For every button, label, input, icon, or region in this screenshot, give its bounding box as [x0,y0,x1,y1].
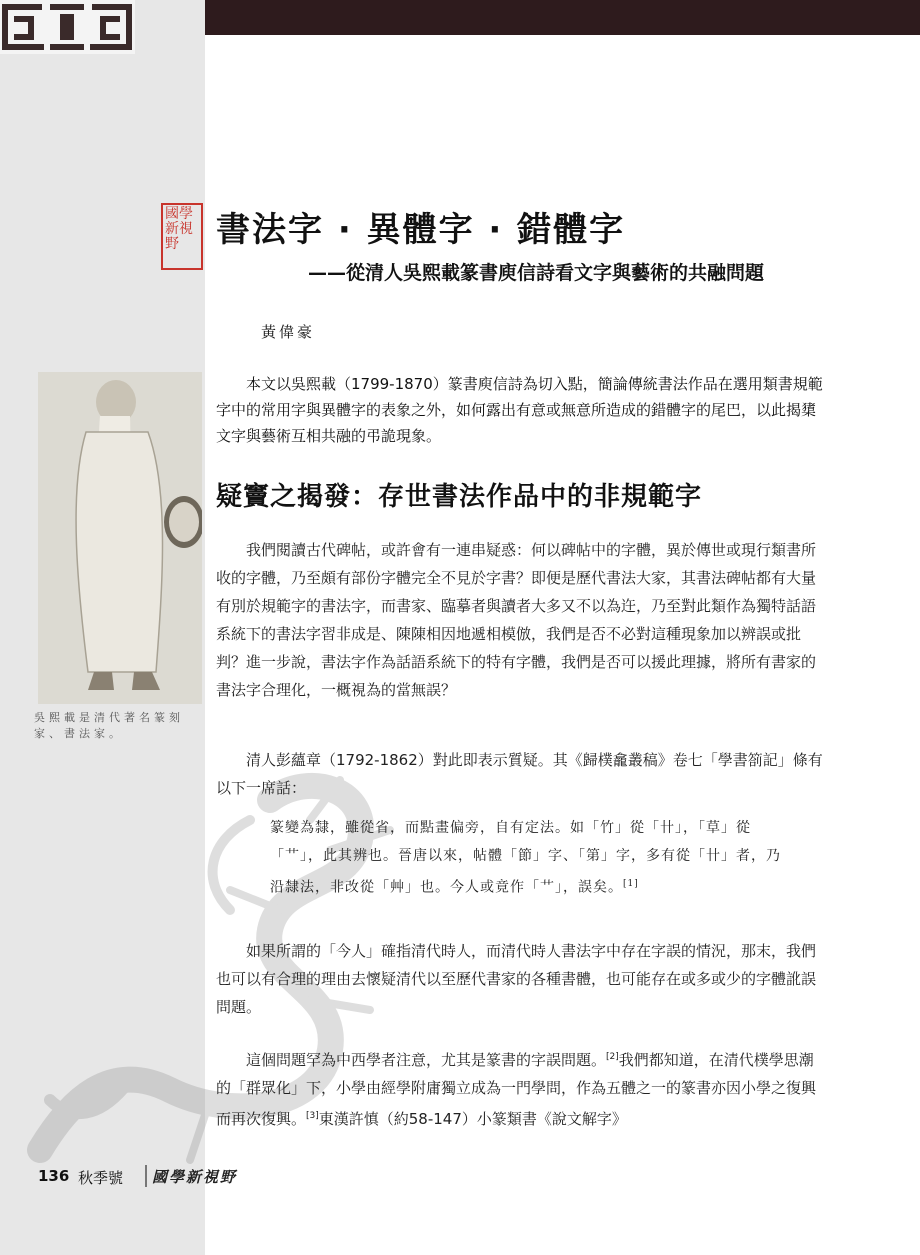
block-quote [270,814,790,902]
figure-caption: 吳熙載是清代著名篆刻家、書法家。 [34,711,184,740]
title-seal [161,203,203,270]
abstract: 本文以吳熙載（1799-1870）篆書庾信詩為切入點，簡論傳統書法作品在選用類書規範字中的常用字與異體字的表象之外，如何露出有意或無意所造成的錯體字的尾巴，以此揭橥文字與藝術互相共融的弔詭現象。 [216,375,823,445]
paragraph-4-part-b: 我們都知道，在清代樸學思潮的「群眾化」下，小學由經學附庸獨立成為一門學問，作為五體之一的篆書亦因小學之復興而再次復興。 [216,1051,817,1128]
quote-text: 篆變為隸，雖從省，而點畫偏旁，自有定法。如「竹」從「卄」，「草」從「艹」，此其辨也。晉唐以來，帖體「節」字、「第」字，多有從「卄」者，乃沿隸法，非改從「艸」也。今人或竟作「艹」，誤矣。 [270,820,781,896]
paragraph-4-part-c: 東漢許慎（約58-147）小篆類書《說文解字》 [318,1110,627,1128]
magazine-name: 國學新視野 [152,1168,238,1186]
paragraph-4 [216,1043,828,1133]
seal-text: 國學新視野 [165,206,193,252]
paragraph-2: 清人彭蘊章（1792-1862）對此即表示質疑。其《歸樸龕叢稿》卷七「學書箚記」條有以下一席話： [216,751,823,797]
issue-label: 秋季號 [78,1169,124,1187]
footnote-ref-2[interactable]: [2] [606,1052,619,1062]
portrait-figure [38,372,202,704]
article-subtitle: ——從清人吳熙載篆書庾信詩看文字與藝術的共融問題 [308,262,765,284]
page-number: 136 [38,1167,70,1185]
header-bar [205,0,920,35]
pattern-icon [0,0,135,54]
bronze-pattern-decoration [0,0,135,54]
footnote-ref-1[interactable]: [1] [623,879,639,889]
paragraph-3: 如果所謂的「今人」確指清代時人，而清代時人書法字中存在字誤的情況，那末，我們也可以有合理的理由去懷疑清代以至歷代書家的各種書體，也可能存在或多或少的字體訛誤問題。 [216,942,817,1016]
author-name: 黃偉豪 [261,323,316,341]
paragraph-4-part-a: 這個問題罕為中西學者注意，尤其是篆書的字誤問題。 [246,1051,607,1069]
section-heading: 疑竇之揭發：存世書法作品中的非規範字 [216,482,703,512]
portrait-icon [38,372,202,704]
footer-divider [145,1165,147,1187]
footnote-ref-3[interactable]: [3] [306,1111,319,1121]
paragraph-1: 我們閱讀古代碑帖，或許會有一連串疑惑：何以碑帖中的字體，異於傳世或現行類書所收的字體，乃至頗有部份字體完全不見於字書？即便是歷代書法大家，其書法碑帖都有大量有別於規範字的書法字，而書家、臨摹者與讀者大多又不以為迕，乃至對此類作為獨特話語系統下的書法字習非成是、陳陳相因地遞相模倣，我們是否不必對這種現象加以辨誤或批判？進一步說，書法字作為話語系統下的特有字體，我們是否可以援此理據，將所有書家的書法字合理化，一概視為的當無誤？ [216,541,817,699]
article-title: 書法字 · 異體字 · 錯體字 [216,210,626,250]
